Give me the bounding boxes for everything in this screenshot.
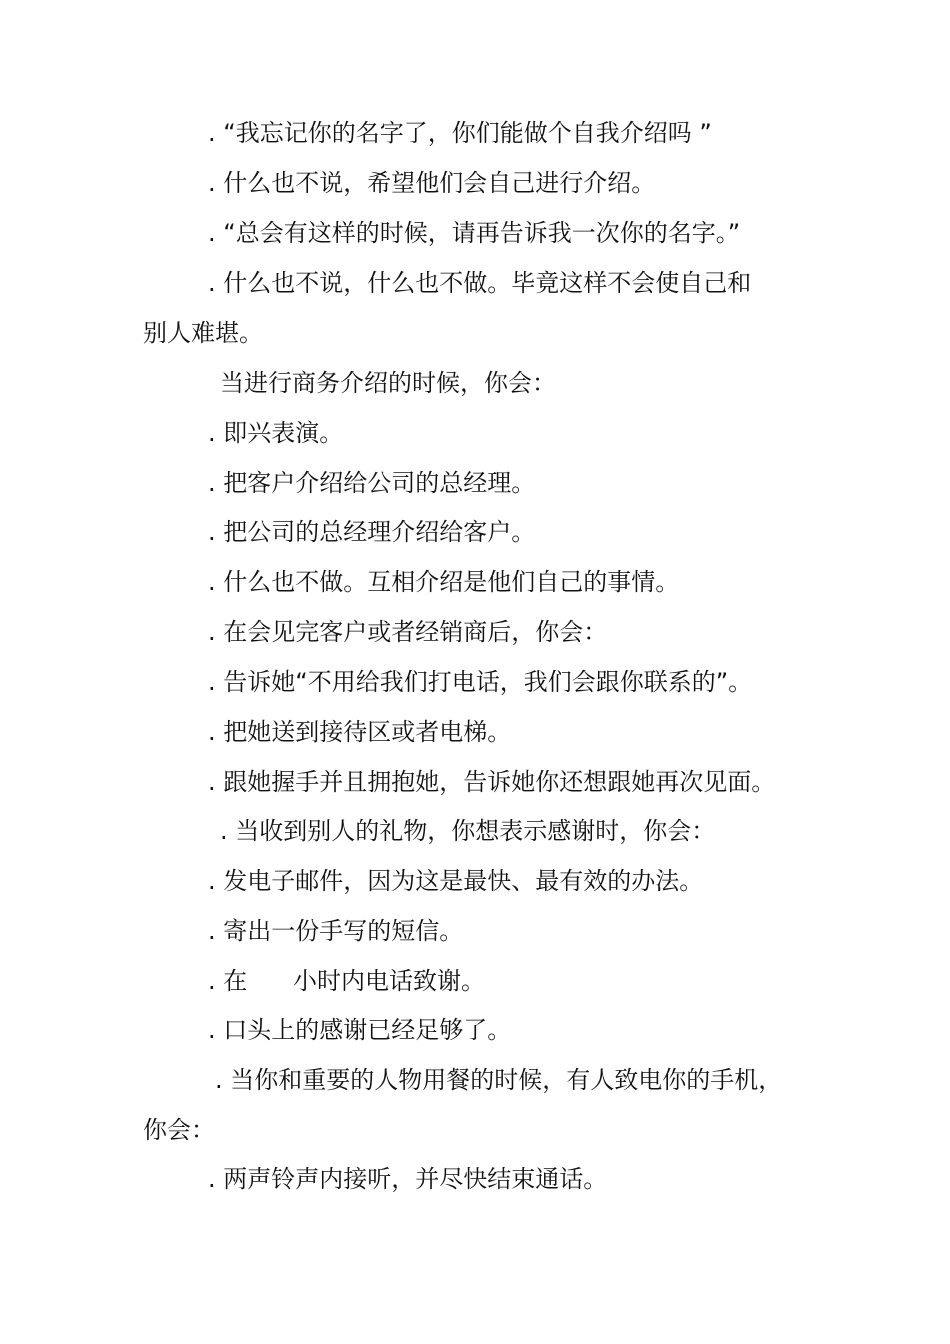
text-line-2: . 什么也不说，希望他们会自己进行介绍。 xyxy=(208,169,656,197)
text-line-13: . 把她送到接待区或者电梯。 xyxy=(208,718,512,746)
text-line-4: . 什么也不说，什么也不做。毕竟这样不会使自己和 xyxy=(208,269,752,297)
text-line-21: 你会： xyxy=(143,1116,215,1144)
text-line-3: . “总会有这样的时候，请再告诉我一次你的名字。” xyxy=(208,219,741,247)
text-line-20: . 当你和重要的人物用餐的时候，有人致电你的手机， xyxy=(215,1066,783,1094)
text-line-1: . “我忘记你的名字了，你们能做个自我介绍吗 ” xyxy=(208,119,712,147)
text-line-18: . 在 小时内电话致谢。 xyxy=(208,967,486,995)
text-line-16: . 发电子邮件，因为这是最快、最有效的办法。 xyxy=(208,867,704,895)
text-line-6: 当进行商务介绍的时候，你会： xyxy=(220,369,556,397)
text-line-11: . 在会见完客户或者经销商后，你会： xyxy=(208,618,608,646)
text-line-19: . 口头上的感谢已经足够了。 xyxy=(208,1016,512,1044)
text-line-17: . 寄出一份手写的短信。 xyxy=(208,917,464,945)
text-line-9: . 把公司的总经理介绍给客户。 xyxy=(208,518,536,546)
text-line-5: 别人难堪。 xyxy=(143,319,263,347)
text-line-14: . 跟她握手并且拥抱她，告诉她你还想跟她再次见面。 xyxy=(208,768,776,796)
text-line-8: . 把客户介绍给公司的总经理。 xyxy=(208,469,536,497)
text-line-10: . 什么也不做。互相介绍是他们自己的事情。 xyxy=(208,568,680,596)
text-line-12: . 告诉她“不用给我们打电话，我们会跟你联系的”。 xyxy=(208,668,753,696)
text-line-15: . 当收到别人的礼物，你想表示感谢时，你会： xyxy=(220,817,716,845)
text-line-7: . 即兴表演。 xyxy=(208,419,344,447)
text-line-22: . 两声铃声内接听，并尽快结束通话。 xyxy=(208,1165,608,1193)
